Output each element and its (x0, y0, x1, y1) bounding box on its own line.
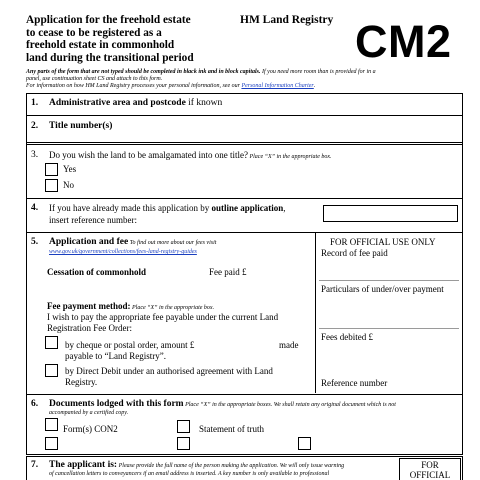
official-use-heading: FOR OFFICIAL USE ONLY (330, 237, 436, 247)
reference-number-label: insert reference number: (49, 215, 137, 225)
cheque-option-line-2: payable to “Land Registry”. (65, 351, 166, 361)
personal-information-charter-link[interactable]: Personal Information Charter (241, 83, 314, 90)
cheque-option-line-1: by cheque or postal order, amount £ (65, 340, 195, 350)
official-line-2: OFFICIAL (409, 470, 451, 480)
section-number: 1. (31, 98, 39, 108)
intro-line-2: panel, use continuation sheet CS and attach to this form. (26, 76, 163, 83)
particulars-label: Particulars of under/over payment (321, 284, 444, 294)
form-title (26, 14, 246, 64)
documents-hint-line-2: accompanied by a certified copy. (49, 410, 129, 416)
option-yes-label: Yes (63, 164, 77, 174)
payment-line-2: Registration Fee Order: (47, 323, 132, 333)
form-code: CM2 (355, 16, 452, 67)
application-fee-heading: Application and fee To find out more about our fees visit (49, 237, 217, 247)
con2-label: Form(s) CON2 (63, 424, 118, 434)
intro-line-3: For information on how HM Land Registry processes your personal information, see our Personal Information Charter. (26, 83, 316, 90)
checkbox-extra-1[interactable] (45, 437, 58, 450)
record-of-fee-label: Record of fee paid (321, 248, 388, 258)
intro-rest: If you need more room than is provided for in a (260, 69, 376, 75)
option-no-label: No (63, 180, 74, 190)
payment-method-heading: Fee payment method: Place “X” in the appropriate box. (47, 301, 215, 311)
official-rule (319, 280, 459, 281)
section-heading: Administrative area and postcode if known (49, 98, 223, 108)
fees-debited-label: Fees debited £ (321, 332, 373, 342)
intro-bold: Any parts of the form that are not typed should be completed in black ink and in block capitals. (26, 69, 261, 75)
checkbox-extra-2[interactable] (177, 437, 190, 450)
checkbox-no[interactable] (45, 179, 58, 192)
statement-of-truth-label: Statement of truth (199, 424, 264, 434)
form-title-line-1: Application for the freehold estate (26, 14, 191, 26)
checkbox-extra-3[interactable] (298, 437, 311, 450)
agency-name: HM Land Registry (240, 14, 334, 26)
outline-application-text: If you have already made this application by outline application, (49, 203, 286, 213)
section-number: 4. (31, 203, 39, 213)
official-use-divider (315, 233, 316, 393)
official-rule (319, 328, 459, 329)
checkbox-direct-debit[interactable] (45, 364, 58, 377)
applicant-hint-line-2: of cancellation letters to conveyancers if an email address is inserted. A key number is only available to professional (49, 471, 330, 477)
form-title-line-4: land during the transitional period (26, 51, 194, 64)
applicant-official-box (399, 458, 461, 480)
section-applicant (26, 456, 463, 480)
checkbox-yes[interactable] (45, 163, 58, 176)
section-amalgamation (26, 144, 463, 199)
section-number: 5. (31, 237, 39, 247)
applicant-heading: The applicant is: Please provide the full name of the person making the application. We will only issue warning (49, 460, 345, 470)
direct-debit-line-2: Registry. (65, 377, 98, 387)
cessation-label: Cessation of commonhold (47, 267, 147, 277)
section-documents-lodged (26, 394, 463, 455)
checkbox-con2[interactable] (45, 418, 58, 431)
documents-heading: Documents lodged with this form Place “X” in the appropriate boxes. We shall retain any original document which is not (49, 399, 396, 409)
form-title-line-2: to cease to be registered as a (26, 26, 162, 39)
outline-reference-input[interactable] (323, 205, 458, 222)
form-title-line-3: freehold estate in commonhold (26, 39, 175, 51)
amalgamation-question: Do you wish the land to be amalgamated into one title? Place “X” in the appropriate box. (49, 150, 332, 160)
fees-guide-link[interactable]: www.gov.uk/government/collections/fees-land-registry-guides (49, 249, 197, 255)
section-number: 3. (31, 150, 39, 160)
section-number: 7. (31, 460, 39, 470)
cheque-made-label: made (279, 340, 299, 350)
section-outline-application (26, 198, 463, 233)
official-line-1: FOR (421, 460, 439, 470)
section-heading: Title number(s) (49, 121, 113, 131)
checkbox-statement-of-truth[interactable] (177, 420, 190, 433)
section-administrative-area (26, 93, 463, 116)
direct-debit-line-1: by Direct Debit under an authorised agreement with Land (65, 366, 273, 376)
payment-line-1: I wish to pay the appropriate fee payable under the current Land (47, 312, 279, 322)
section-title-numbers (26, 115, 463, 145)
reference-number-official-label: Reference number (321, 378, 388, 388)
section-application-and-fee (26, 232, 463, 395)
fee-paid-label: Fee paid £ (209, 267, 247, 277)
intro-text (26, 69, 466, 91)
checkbox-cheque[interactable] (45, 336, 58, 349)
section-number: 2. (31, 121, 39, 131)
section-number: 6. (31, 399, 39, 409)
